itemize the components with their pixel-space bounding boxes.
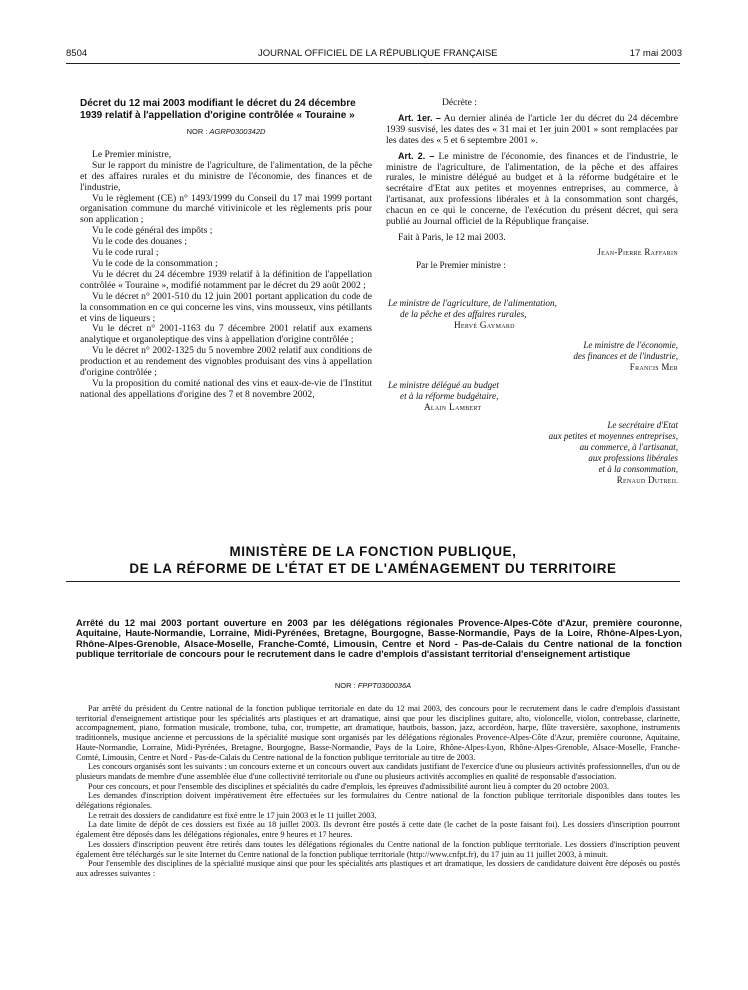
article-2-text: Le ministre de l'économie, des finances et de l'industrie, le ministre de l'agriculture, de l'alimentation, de la pêche et des affaires rurales, le ministre délégué au budget et à la réforme budgétaire et le secrétaire d'Etat aux petites et moyennes entreprises, au commerce, à l'artisanat, aux professions libérales et à la consommation sont chargés, chacun en ce qui le concerne, de l'exécution du présent décret, qui sera publié au Journal officiel de la République française.	[386, 150, 678, 228]
preamble-line: Vu le décret du 24 décembre 1939 relatif à la définition de l'appellation contrôlée « Touraine », modifié notamment par le décret du 29 août 2002 ;	[80, 268, 372, 291]
article-2-label: Art. 2. –	[398, 150, 435, 161]
article-1-text: Au dernier alinéa de l'article 1er du décret du 24 décembre 1939 susvisé, les dates des « 31 mai et 1er juin 2001 » sont remplacées par les dates des « 5 et 6 septembre 2001 ».	[386, 112, 678, 146]
preamble-line: Vu le code de la consommation ;	[92, 257, 218, 269]
sig-eco-line2-text: des finances et de l'industrie,	[573, 350, 678, 361]
arrete-title: Arrêté du 12 mai 2003 portant ouverture en 2003 par les délégations régionales Provence-Alpes-Côte d'Azur, première couronne, Aquitaine, Haute-Normandie, Lorraine, Midi-Pyrénées, Bretagne, Bourgogne, Basse-Normandie, Pays de la Loire, Rhône-Alpes-Lyon, Rhône-Alpes-Grenoble, Alsace-Moselle, Franche-Comté, Limousin, Centre et Nord - Pas-de-Calais du Centre national de la fonction publique territoriale de concours pour le recrutement dans le cadre d'emplois d'assistant territorial d'enseignement artistique	[76, 618, 682, 660]
sig-budget-line2	[388, 391, 588, 402]
sig-pme-line3	[460, 442, 678, 453]
sig-pme-line4-text: aux professions libérales	[588, 452, 678, 463]
sig-budget-line1	[388, 380, 588, 391]
sig-pme-line2-text: aux petites et moyennes entreprises,	[548, 430, 678, 441]
sig-eco-line1-text: Le ministre de l'économie,	[583, 340, 678, 350]
signature-budget	[388, 380, 588, 413]
arrete-paragraph: Par arrêté du président du Centre national de la fonction publique territoriale en date du 12 mai 2003, des concours pour le recrutement dans le cadre d'emplois d'assistant territorial d'enseignement artistique pour les spécialités arts plastiques et art dramatique, ainsi que pour les disciplines guitare, alto, violoncelle, violon, contrebasse, clarinette, accompagnement, piano, formation musicale, trombone, tuba, cor, trompette, art dramatique, hautbois, basson, jazz, accordéon, harpe, flûte traversière, saxophone, instruments traditionnels, musique ancienne et percussions de la spécialité musique sont organisés par les délégations régionales Provence-Alpes-Côte d'Azur, première couronne, Aquitaine, Haute-Normandie, Lorraine, Midi-Pyrénées, Bretagne, Bourgogne, Basse-Normandie, Pays de la Loire, Rhône-Alpes-Lyon, Rhône-Alpes-Grenoble, Alsace-Moselle, Franche-Comté, Limousin, Centre et Nord - Pas-de-Calais du Centre national de la fonction publique territoriale au titre de 2003.	[76, 704, 680, 762]
preamble-line: Vu le décret n° 2001-510 du 12 juin 2001 portant application du code de la consommation en ce qui concerne les vins, vins mousseux, vins pétillants et vins de liqueurs ;	[80, 290, 372, 324]
signature-pme	[460, 420, 678, 485]
page-number: 8504	[66, 48, 88, 59]
decret-title: Décret du 12 mai 2003 modifiant le décret du 24 décembre 1939 relatif à l'appellation d'origine contrôlée « Touraine »	[80, 98, 356, 121]
preamble-line: Vu le décret n° 2002-1325 du 5 novembre 2002 relatif aux conditions de production et au rendement des vignobles produisant des vins à appellation d'origine contrôlée ;	[80, 345, 372, 379]
article-1	[386, 113, 678, 147]
sig-pme-line1-text: Le secrétaire d'Etat	[607, 420, 678, 430]
decret-nor-label: NOR :	[186, 127, 208, 136]
arrete-paragraph: Pour l'ensemble des disciplines de la spécialité musique ainsi que pour les spécialités arts plastiques et art dramatique, les dossiers de candidature doivent être déposés ou postés aux adresses suivantes :	[76, 859, 680, 878]
preamble-line: Vu le règlement (CE) n° 1493/1999 du Conseil du 17 mai 1999 portant organisation commune du marché vitivinicole et les règlements pris pour son application ;	[80, 192, 372, 226]
issue-date: 17 mai 2003	[629, 48, 682, 59]
sig-budget-name: Alain Lambert	[424, 401, 482, 412]
arrete-paragraph: La date limite de dépôt de ces dossiers est fixée au 18 juillet 2003. Ils devront être postés à cette date (le cachet de la poste faisant foi). Les dossiers d'inscription pourront également être déposés dans les délégations régionales, entre 9 heures et 17 heures.	[76, 820, 680, 840]
sig-pme-line3-text: au commerce, à l'artisanat,	[579, 441, 678, 452]
preamble-line: Vu le décret n° 2001-1163 du 7 décembre 2001 relatif aux examens analytique et organoleptique des vins à appellation d'origine contrôlée ;	[80, 323, 372, 346]
sig-pme-line2	[460, 431, 678, 442]
signature-prime-minister: Jean-Pierre Raffarin	[597, 246, 678, 257]
sig-agri-name: Hervé Gaymard	[454, 319, 515, 330]
page-header	[66, 48, 682, 64]
preamble-line: Vu le code des douanes ;	[92, 236, 188, 248]
journal-title: JOURNAL OFFICIEL DE LA RÉPUBLIQUE FRANÇAISE	[258, 48, 498, 59]
arrete-nor-label: NOR :	[334, 681, 356, 690]
ministry-rule	[66, 581, 680, 582]
preamble-line: Le Premier ministre,	[92, 148, 172, 160]
decret-nor-code: AGRP0300342D	[209, 127, 266, 136]
sig-agri-line1-text: Le ministre de l'agriculture, de l'alimentation,	[388, 298, 557, 308]
preamble-line: Sur le rapport du ministre de l'agriculture, de l'alimentation, de la pêche et des affaires rurales et du ministre de l'économie, des finances et de l'industrie,	[80, 159, 372, 193]
sig-pme-line5-text: et à la consommation,	[598, 463, 678, 474]
sig-eco-line2	[460, 351, 678, 362]
sig-budget-line1-text: Le ministre délégué au budget	[388, 380, 499, 390]
preamble-line: Vu le code rural ;	[92, 247, 159, 259]
fait-a-paris: Fait à Paris, le 12 mai 2003.	[398, 231, 506, 243]
decret-left-column	[80, 98, 372, 401]
sig-agri-line2	[388, 309, 678, 320]
arrete-paragraph: Pour ces concours, et pour l'ensemble des disciplines et spécialités du cadre d'emplois, les épreuves d'admissibilité auront lieu à compter du 20 octobre 2003.	[88, 781, 610, 791]
arrete-paragraph: Les dossiers d'inscription peuvent être retirés dans toutes les délégations régionales du Centre national de la fonction publique territoriale. Les dossiers d'inscription peuvent également être téléchargés sur le site Internet du Centre national de la fonction publique territoriale (http://www.cnfpt.fr), du 17 juin au 11 juillet 2003, à minuit.	[76, 839, 680, 859]
article-2	[386, 151, 678, 228]
preamble-line: Vu la proposition du comité national des vins et eaux-de-vie de l'Institut national des appellations d'origine des 7 et 8 novembre 2002,	[80, 377, 372, 400]
arrete-paragraph: Le retrait des dossiers de candidature est fixé entre le 17 juin 2003 et le 11 juillet 2003.	[88, 810, 377, 820]
ministry-heading	[66, 543, 680, 577]
arrete-paragraph: Les demandes d'inscription doivent impérativement être effectuées sur les formulaires du Centre national de la fonction publique territoriale disponibles dans toutes les délégations régionales.	[76, 791, 680, 811]
sig-pme-line5	[460, 464, 678, 475]
sig-pme-line4	[460, 453, 678, 464]
signature-agriculture	[388, 298, 678, 330]
par-le-premier-ministre: Par le Premier ministre :	[416, 259, 506, 270]
sig-pme-line1	[460, 420, 678, 431]
decret-nor	[80, 127, 372, 138]
header-rule	[66, 63, 680, 64]
arrete-paragraph: Les concours organisés sont les suivants : un concours externe et un concours ouvert aux candidats justifiant de l'exercice d'une ou plusieurs activités professionnelles, d'un ou de plusieurs mandats de membre d'une assemblée élue d'une collectivité territoriale ou d'une ou plusieurs activités accomplies en qualité de responsable d'association.	[76, 762, 680, 781]
arrete-nor-code: FPPT0300036A	[357, 681, 412, 690]
article-1-label: Art. 1er. –	[398, 112, 441, 123]
decret-right-column	[386, 98, 678, 271]
ministry-heading-line2: DE LA RÉFORME DE L'ÉTAT ET DE L'AMÉNAGEMENT DU TERRITOIRE	[129, 561, 617, 576]
signature-economy	[460, 340, 678, 373]
arrete-nor	[66, 681, 680, 690]
sig-budget-line2-text: et à la réforme budgétaire,	[400, 390, 499, 401]
sig-eco-name: Francis Mer	[629, 361, 678, 372]
sig-pme-name: Renaud Dutreil	[616, 474, 678, 485]
sig-agri-line1	[388, 298, 678, 309]
decrete-heading: Décrète :	[442, 97, 477, 108]
sig-agri-line2-text: de la pêche et des affaires rurales,	[400, 308, 527, 319]
preamble-line: Vu le code général des impôts ;	[92, 225, 213, 237]
arrete-body	[76, 704, 680, 879]
ministry-heading-line1: MINISTÈRE DE LA FONCTION PUBLIQUE,	[229, 544, 517, 559]
sig-eco-line1	[460, 340, 678, 351]
